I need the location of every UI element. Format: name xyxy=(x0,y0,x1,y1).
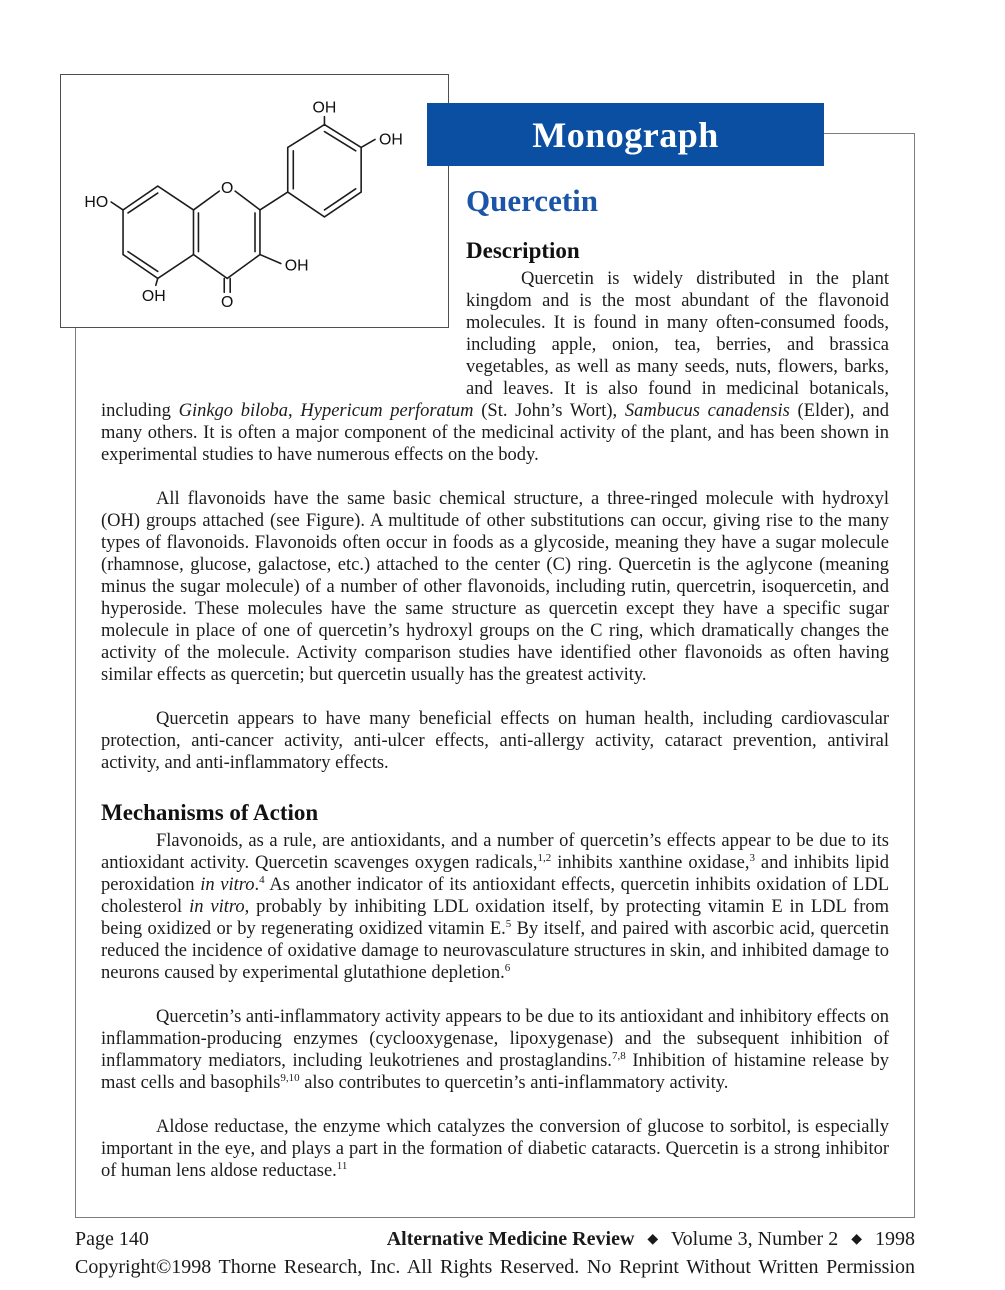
oh-3-label: OH xyxy=(284,257,309,275)
mechanisms-paragraph-2: Quercetin’s anti-inflammatory activity appears to be due to its antioxidant and inhibitory effects on inflammation-producing enzymes (cyclooxygenase, lipoxygenase) and the subsequent inhibition of inflammatory mediators, including leukotrienes and prostaglandins.$^{7,8}$ Inhibition of histamine release by mast cells and basophils$^{9,10}$ also contributes to quercetin’s anti-inflammatory activity. xyxy=(101,1007,889,1093)
article-body xyxy=(76,182,914,1265)
journal-name: Alternative Medicine Review xyxy=(386,1228,635,1250)
description-paragraph-3: Quercetin appears to have many beneficial effects on human health, including cardiovascular protection, anti-cancer activity, anti-ulcer effects, anti-allergy activity, cataract prevention, antiviral activity, and anti-inflammatory effects. xyxy=(101,709,889,773)
volume-info: Volume 3, Number 2 xyxy=(670,1228,839,1250)
page-number: Page 140 xyxy=(75,1228,149,1250)
article-title: Quercetin xyxy=(466,183,599,218)
mechanisms-paragraph-1: Flavonoids, as a rule, are antioxidants, and a number of quercetin’s effects appear to be due to its antioxidant activity. Quercetin scavenges oxygen radicals,$^{1,2}$ inhibits xanthine oxidase,$^3$ and inhibits lipid peroxidation in vitro.$^4$ As another indicator of its antioxidant effects, quercetin inhibits oxidation of LDL cholesterol in vitro, probably by inhibiting LDL oxidation itself, by protecting vitamin E in LDL from being oxidized or by regenerating oxidized vitamin E.$^5$ By itself, and paired with ascorbic acid, quercetin reduced the incidence of oxidative damage to neurovasculature structures in skin, and inhibited damage to neurons caused by experimental glutathione depletion.$^6$ xyxy=(101,831,889,983)
diamond-icon: ◆ xyxy=(647,1232,659,1247)
banner-title: Monograph xyxy=(532,114,719,155)
ring-c xyxy=(193,191,259,278)
ring-a xyxy=(123,186,193,278)
diamond-icon: ◆ xyxy=(851,1232,862,1247)
footer xyxy=(75,1228,915,1251)
ho-7-label: HO xyxy=(84,193,109,211)
description-paragraph-1: Quercetin is widely distributed in the plant kingdom and is the most abundant of the flavonoid molecules. It is found in many often-consumed foods, including apple, onion, tea, berries, and brassica vegetables, as well as many seeds, nuts, flowers, barks, and leaves. It is also found in medicinal botanicals, including Ginkgo biloba, Hypericum perforatum (St. John’s Wort), Sambucus canadensis (Elder), and many others. It is often a major component of the medicinal activity of the plant, and has been shown in experimental studies to have numerous effects on the body. xyxy=(101,269,889,465)
oh-5-label: OH xyxy=(141,288,166,306)
copyright-notice: Copyright©1998 Thorne Research, Inc. All Rights Reserved. No Reprint Without Written Permission xyxy=(75,1256,915,1278)
description-heading: Description xyxy=(466,238,580,263)
mechanisms-paragraph-3: Aldose reductase, the enzyme which catalyzes the conversion of glucose to sorbitol, is especially important in the eye, and plays a part in the formation of diabetic cataracts. Quercetin is a strong inhibitor of human lens aldose reductase.$^{11}$ xyxy=(101,1117,889,1181)
journal-line xyxy=(387,1228,915,1251)
oh-4prime-label: OH xyxy=(379,131,403,149)
oh-3prime-label: OH xyxy=(312,99,337,117)
description-paragraph-2: All flavonoids have the same basic chemical structure, a three-ringed molecule with hydroxyl (OH) groups attached (see Figure). A multitude of other substitutions can occur, giving rise to the many types of flavonoids. Flavonoids often occur in foods as a glycoside, meaning they have a sugar molecule (rhamnose, glucose, galactose, etc.) attached to the center (C) ring. Quercetin is the aglycone (meaning minus the sugar molecule) of a number of other flavonoids, including rutin, quercetrin, isoquercetin, and hyperoside. These molecules have the same structure as quercetin except they have a specific sugar molecule in place of one of quercetin’s hydroxyl groups on the C ring, which dramatically changes the activity of the molecule. Activity comparison studies have identified other flavonoids as often having similar effects as quercetin; but quercetin usually has the greatest activity. xyxy=(101,489,889,685)
molecule-diagram xyxy=(61,75,448,327)
mechanisms-heading: Mechanisms of Action xyxy=(101,800,319,825)
quercetin-structure-figure xyxy=(60,74,449,328)
ring-oxygen-label: O xyxy=(221,180,234,198)
monograph-banner xyxy=(427,103,824,166)
ring-b xyxy=(288,125,361,217)
year: 1998 xyxy=(875,1228,915,1250)
ketone-oxygen-label: O xyxy=(221,294,234,312)
